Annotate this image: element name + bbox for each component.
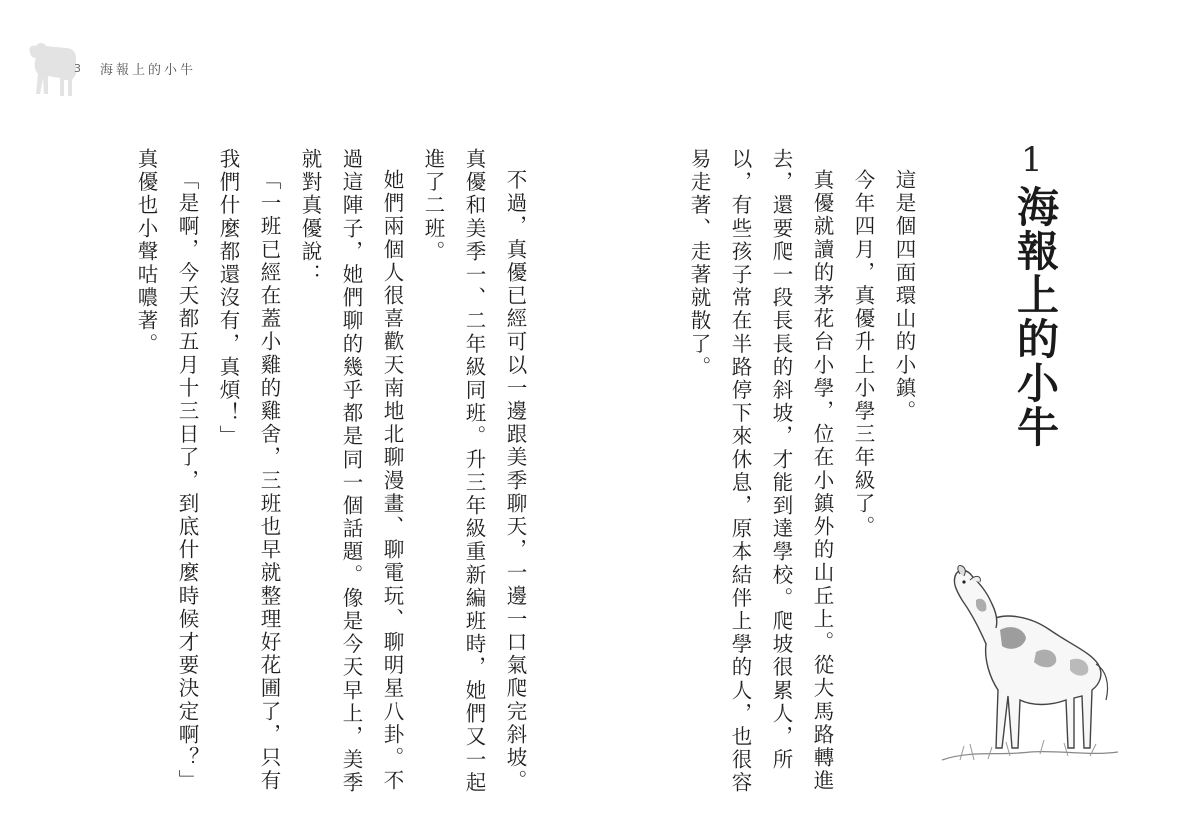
paragraph: 不過，真優已經可以一邊跟美季聊天，一邊一口氣爬完斜坡。真優和美季一、二年級同班。升三年級重新編班時，她們又一起進了二班。 bbox=[421, 148, 527, 795]
paragraph: 真優就讀的茅花台小學，位在小鎮外的山丘上。從大馬路轉進去，還要爬一段長長的斜坡，才能到達學校。爬坡很累人，所以，有些孩子常在半路停下來休息，原本結伴上學的人，也很容易走著、走著就散了。 bbox=[687, 148, 834, 795]
chapter-title: 海報上的小牛 bbox=[1011, 185, 1060, 449]
chapter-number: 1 bbox=[1021, 140, 1043, 180]
page-number: 3 bbox=[74, 62, 81, 75]
dialogue-paragraph: 「一班已經在蓋小雞的雞舍，三班也早就整理好花圃了，只有我們什麼都還沒有，真煩！」 bbox=[216, 148, 281, 793]
paragraph: 她們兩個人很喜歡天南地北聊漫畫、聊電玩、聊明星八卦。不過這陣子，她們聊的幾乎都是同一個話題。像是今天早上，美季就對真優說： bbox=[298, 148, 404, 795]
dialogue-paragraph: 「是啊，今天都五月十三日了，到底什麼時候才要決定啊？」真優也小聲咕噥著。 bbox=[134, 148, 199, 793]
paragraph: 今年四月，真優升上小學三年級了。 bbox=[851, 168, 875, 539]
calf-silhouette-icon bbox=[26, 38, 78, 98]
calf-illustration-icon bbox=[940, 560, 1120, 775]
right-page-body bbox=[689, 148, 924, 808]
left-page-body bbox=[83, 148, 535, 808]
running-title: 海報上的小牛 bbox=[100, 63, 197, 78]
paragraph: 這是個四面環山的小鎮。 bbox=[892, 168, 916, 423]
